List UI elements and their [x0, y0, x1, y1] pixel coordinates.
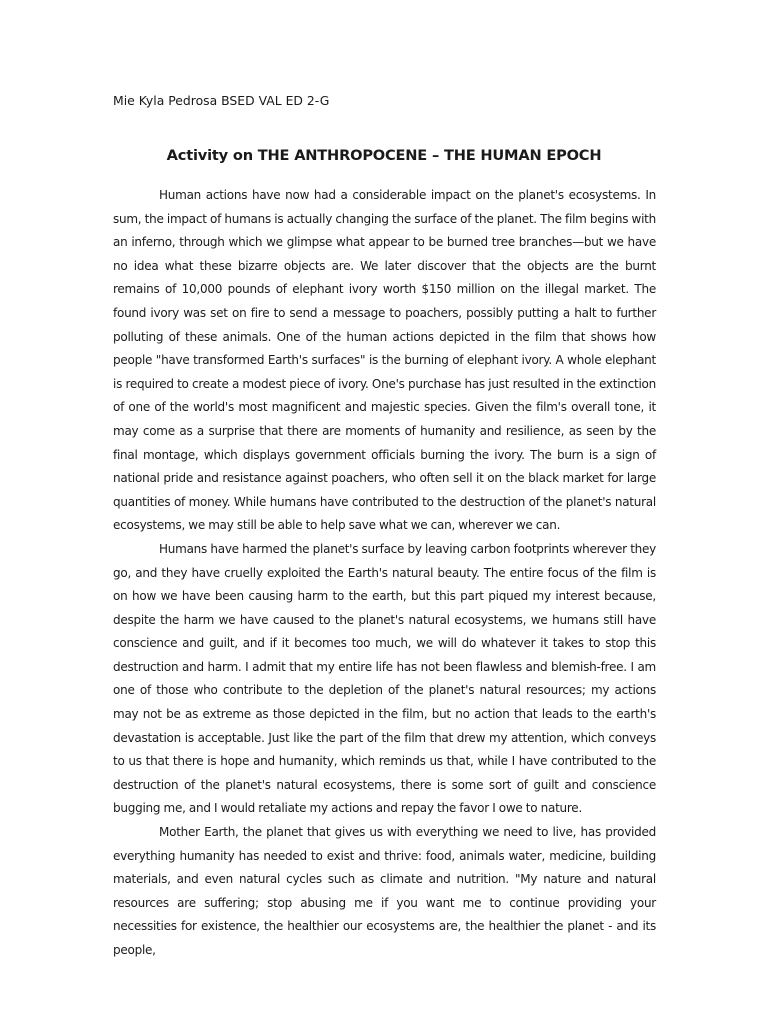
author-line: Mie Kyla Pedrosa BSED VAL ED 2-G: [113, 93, 330, 108]
paragraph: Mother Earth, the planet that gives us with everything we need to live, has provided everything humanity has needed to exist and thrive: food, animals water, medicine, building materials, and even natural cycles such as climate and nutrition. "My nature and natural resources are suffering; stop abusing me if you want me to continue providing your necessities for existence, the healthier our ecosystems are, the healthier the planet - and its people,: [113, 825, 656, 957]
document-body: [113, 184, 656, 963]
document-title: Activity on THE ANTHROPOCENE – THE HUMAN EPOCH: [166, 147, 602, 164]
paragraph: Humans have harmed the planet's surface by leaving carbon footprints wherever they go, and they have cruelly exploited the Earth's natural beauty. The entire focus of the film is on how we have been causing harm to the earth, but this part piqued my interest because, despite the harm we have caused to the planet's natural ecosystems, we humans still have conscience and guilt, and if it becomes too much, we will do whatever it takes to stop this destruction and harm. I admit that my entire life has not been flawless and blemish-free. I am one of those who contribute to the depletion of the planet's natural resources; my actions may not be as extreme as those depicted in the film, but no action that leads to the earth's devastation is acceptable. Just like the part of the film that drew my attention, which conveys to us that there is hope and humanity, which reminds us that, while I have contributed to the destruction of the planet's natural ecosystems, there is some sort of guilt and conscience bugging me, and I would retaliate my actions and repay the favor I owe to nature.: [113, 541, 656, 816]
paragraph: Human actions have now had a considerable impact on the planet's ecosystems. In sum, the impact of humans is actually changing the surface of the planet. The film begins with an inferno, through which we glimpse what appear to be burned tree branches—but we have no idea what these bizarre objects are. We later discover that the objects are the burnt remains of 10,000 pounds of elephant ivory worth $150 million on the illegal market. The found ivory was set on fire to send a message to poachers, possibly putting a halt to further polluting of these animals. One of the human actions depicted in the film that shows how people "have transformed Earth's surfaces" is the burning of elephant ivory. A whole elephant is required to create a modest piece of ivory. One's purchase has just resulted in the extinction of one of the world's most magnificent and majestic species. Given the film's overall tone, it may come as a surprise that there are moments of humanity and resilience, as seen by the final montage, which displays government officials burning the ivory. The burn is a sign of national pride and resistance against poachers, who often sell it on the black market for large quantities of money. While humans have contributed to the destruction of the planet's natural ecosystems, we may still be able to help save what we can, wherever we can.: [113, 188, 656, 533]
